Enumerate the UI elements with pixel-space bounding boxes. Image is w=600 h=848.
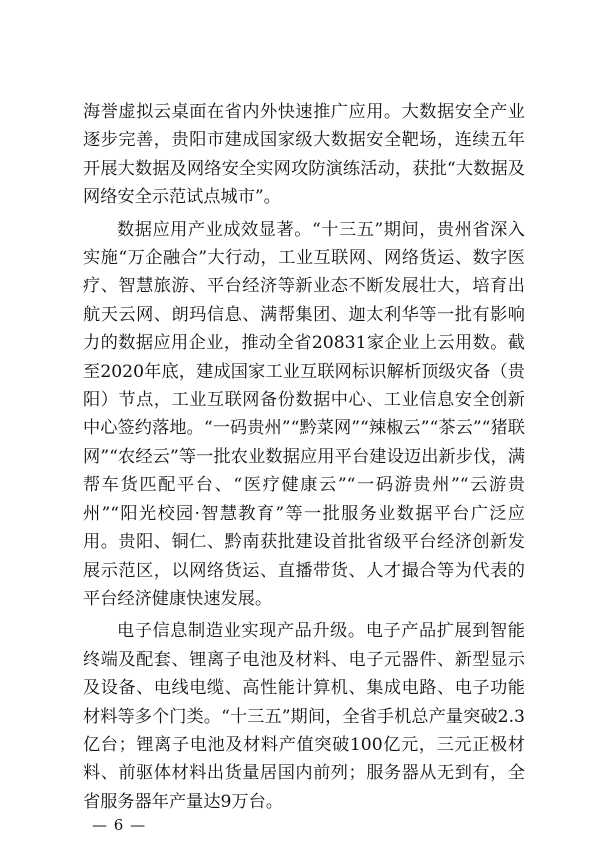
paragraph-electronics-manufacturing: 电子信息制造业实现产品升级。电子产品扩展到智能终端及配套、锂离子电池及材料、电子元器件、新型显示及设备、电线电缆、高性能计算机、集成电路、电子功能材料等多个门类。“十三五”期间，全省手机总产量突破2.3亿台；锂离子电池及材料产值突破100亿元，三元正极材料、前驱体材料出货量居国内前列；服务器从无到有，全省服务器年产量达9万台。 bbox=[83, 621, 525, 812]
document-body bbox=[83, 98, 525, 816]
paragraph-continuation: 海誉虚拟云桌面在省内外快速推广应用。大数据安全产业逐步完善，贵阳市建成国家级大数据安全靶场，连续五年开展大数据及网络安全实网攻防演练活动，获批“大数据及网络安全示范试点城市”。 bbox=[83, 102, 525, 208]
paragraph-data-application: 数据应用产业成效显著。“十三五”期间，贵州省深入实施“万企融合”大行动，工业互联网、网络货运、数字医疗、智慧旅游、平台经济等新业态不断发展壮大，培育出航天云网、朗玛信息、满帮集团、迦太利华等一批有影响力的数据应用企业，推动全省20831家企业上云用数。截至2020年底，建成国家工业互联网标识解析顶级灾备（贵阳）节点，工业互联网备份数据中心、工业信息安全创新中心签约落地。“一码贵州”“黔菜网”“辣椒云”“茶云”“猪联网”“农经云”等一批农业数据应用平台建设迈出新步伐，满帮车货匹配平台、“医疗健康云”“一码游贵州”“云游贵州”“阳光校园·智慧教育”等一批服务业数据平台广泛应用。贵阳、铜仁、黔南获批建设首批省级平台经济创新发展示范区，以网络货运、直播带货、人才撮合等为代表的平台经济健康快速发展。 bbox=[83, 219, 525, 609]
page-number: — 6 — bbox=[92, 816, 147, 834]
